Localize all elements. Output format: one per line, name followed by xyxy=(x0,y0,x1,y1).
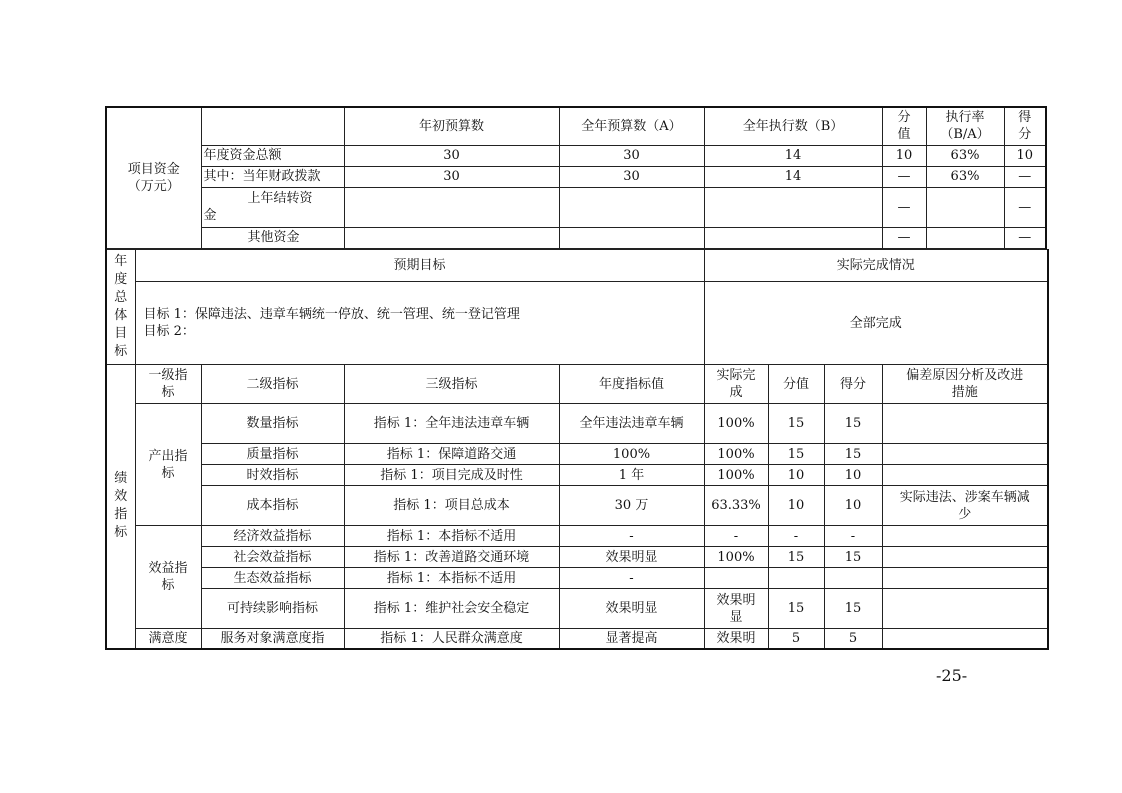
funds-row-executed xyxy=(704,187,882,227)
score-cell: 10 xyxy=(768,465,824,486)
got-cell: 15 xyxy=(824,404,882,444)
funds-row-executed: 14 xyxy=(704,166,882,187)
got-cell: 15 xyxy=(824,589,882,629)
level2-cell: 可持续影响指标 xyxy=(201,589,344,629)
actual-cell xyxy=(704,568,768,589)
funds-row-annual xyxy=(559,187,704,227)
header-level1-l2: 标 xyxy=(161,385,175,400)
funds-row-rate: 63% xyxy=(926,166,1004,187)
goals-side-char: 目 xyxy=(114,326,128,341)
funds-row xyxy=(106,187,1046,227)
funds-label: 项目资金 xyxy=(127,161,180,177)
funds-row xyxy=(106,227,1046,248)
header-got-l2: 分 xyxy=(1018,127,1032,143)
perf-side-char: 指 xyxy=(114,507,128,523)
table-row xyxy=(106,547,1048,568)
header-got: 得分 xyxy=(824,365,882,404)
perf-side-char: 标 xyxy=(114,525,128,541)
reason-cell xyxy=(882,568,1048,589)
header-reason-l1: 偏差原因分析及改进 xyxy=(906,368,1024,383)
score-cell: 15 xyxy=(768,444,824,465)
funds-row-score: — xyxy=(882,227,926,248)
got-cell: 10 xyxy=(824,465,882,486)
actual-completion-header: 实际完成情况 xyxy=(704,250,1048,282)
level3-cell: 指标 1：全年违法违章车辆 xyxy=(344,404,559,444)
level2-cell: 生态效益指标 xyxy=(201,568,344,589)
table-row xyxy=(106,568,1048,589)
expected-goal-header: 预期目标 xyxy=(135,250,704,282)
got-cell: - xyxy=(824,526,882,547)
header-score: 分值 xyxy=(768,365,824,404)
target-cell: 100% xyxy=(559,444,704,465)
actual-cell xyxy=(704,589,768,629)
reason-l2: 少 xyxy=(958,506,972,522)
got-cell: 15 xyxy=(824,444,882,465)
got-cell: 15 xyxy=(824,547,882,568)
header-annual-budget: 全年预算数（A） xyxy=(559,107,704,145)
header-level1 xyxy=(135,365,201,404)
goals-side-char: 年 xyxy=(114,254,128,269)
level2-cell: 经济效益指标 xyxy=(201,526,344,547)
actual-l1: 效果明 xyxy=(716,592,756,608)
header-annual-executed: 全年执行数（B） xyxy=(704,107,882,145)
actual-cell: 100% xyxy=(704,404,768,444)
goals-side-label xyxy=(106,250,135,365)
target-cell: 30 万 xyxy=(559,486,704,526)
level3-cell: 指标 1：维护社会安全稳定 xyxy=(344,589,559,629)
funds-row-annual: 30 xyxy=(559,145,704,166)
funds-row-name: 年度资金总额 xyxy=(201,145,344,166)
table-row xyxy=(106,465,1048,486)
header-reason-l2: 措施 xyxy=(951,385,978,400)
performance-table xyxy=(105,364,1049,650)
header-level2: 二级指标 xyxy=(201,365,344,404)
goal-1: 目标 1：保障违法、违章车辆统一停放、统一管理、统一登记管理 xyxy=(143,307,520,322)
target-cell: - xyxy=(559,568,704,589)
table-row xyxy=(106,444,1048,465)
header-score-l2: 值 xyxy=(897,127,911,143)
score-cell: 15 xyxy=(768,547,824,568)
header-rate-l1: 执行率 xyxy=(945,110,985,126)
funds-label-unit: （万元） xyxy=(127,178,180,194)
funds-row-executed: 14 xyxy=(704,145,882,166)
perf-side-char: 绩 xyxy=(114,471,128,487)
got-cell: 5 xyxy=(824,629,882,649)
funds-header-blank xyxy=(201,107,344,145)
actual-l2: 显 xyxy=(729,609,743,625)
funds-row-got: 10 xyxy=(1004,145,1046,166)
header-actual-l1: 实际完 xyxy=(716,368,756,383)
level3-cell: 指标 1：本指标不适用 xyxy=(344,526,559,547)
score-cell xyxy=(768,568,824,589)
benefit-label-l1: 效益指 xyxy=(148,561,188,576)
level3-cell: 指标 1：保障道路交通 xyxy=(344,444,559,465)
score-cell: 15 xyxy=(768,589,824,629)
reason-cell xyxy=(882,547,1048,568)
header-initial-budget: 年初预算数 xyxy=(344,107,559,145)
funds-label-cell xyxy=(106,107,201,248)
benefit-indicator-label xyxy=(135,526,201,629)
funds-row xyxy=(106,145,1046,166)
benefit-label-l2: 标 xyxy=(161,578,175,593)
actual-cell: 效果明 xyxy=(704,629,768,649)
target-cell: 效果明显 xyxy=(559,547,704,568)
goals-side-char: 标 xyxy=(114,344,128,359)
got-cell xyxy=(824,568,882,589)
level2-cell: 质量指标 xyxy=(201,444,344,465)
header-got-score xyxy=(1004,107,1046,145)
perf-side-char: 效 xyxy=(114,489,128,505)
actual-cell: 100% xyxy=(704,547,768,568)
reason-l1: 实际违法、涉案车辆减 xyxy=(899,489,1030,505)
level3-cell: 指标 1：项目完成及时性 xyxy=(344,465,559,486)
table-row xyxy=(106,629,1048,649)
expected-goals-cell xyxy=(135,282,704,365)
reason-cell xyxy=(882,589,1048,629)
header-score xyxy=(882,107,926,145)
actual-cell: 100% xyxy=(704,444,768,465)
funds-row-initial xyxy=(344,187,559,227)
goals-side-char: 总 xyxy=(114,290,128,305)
funds-row-got: — xyxy=(1004,227,1046,248)
reason-cell xyxy=(882,486,1048,526)
funds-row-executed xyxy=(704,227,882,248)
level3-cell: 指标 1：人民群众满意度 xyxy=(344,629,559,649)
funds-row-initial: 30 xyxy=(344,145,559,166)
level2-cell: 服务对象满意度指 xyxy=(201,629,344,649)
score-cell: 15 xyxy=(768,404,824,444)
table-row xyxy=(106,404,1048,444)
funds-row xyxy=(106,166,1046,187)
reason-cell xyxy=(882,444,1048,465)
level3-cell: 指标 1：改善道路交通环境 xyxy=(344,547,559,568)
target-cell: - xyxy=(559,526,704,547)
level3-cell: 指标 1：本指标不适用 xyxy=(344,568,559,589)
funds-row-rate xyxy=(926,187,1004,227)
funds-row-score: 10 xyxy=(882,145,926,166)
funds-row-rate: 63% xyxy=(926,145,1004,166)
level2-cell: 成本指标 xyxy=(201,486,344,526)
header-exec-rate xyxy=(926,107,1004,145)
reason-cell xyxy=(882,629,1048,649)
funds-row-initial xyxy=(344,227,559,248)
header-target: 年度指标值 xyxy=(559,365,704,404)
header-reason xyxy=(882,365,1048,404)
header-level3: 三级指标 xyxy=(344,365,559,404)
page-number: -25- xyxy=(936,666,968,685)
funds-row-score: — xyxy=(882,166,926,187)
funds-row-got: — xyxy=(1004,187,1046,227)
score-cell: 10 xyxy=(768,486,824,526)
target-cell: 效果明显 xyxy=(559,589,704,629)
funds-row-initial: 30 xyxy=(344,166,559,187)
table-row xyxy=(106,589,1048,629)
output-label-l2: 标 xyxy=(161,465,175,481)
target-cell: 1 年 xyxy=(559,465,704,486)
funds-row-name: 其中：当年财政拨款 xyxy=(201,166,344,187)
level3-cell: 指标 1：项目总成本 xyxy=(344,486,559,526)
funds-row-annual xyxy=(559,227,704,248)
reason-cell xyxy=(882,404,1048,444)
level2-cell: 社会效益指标 xyxy=(201,547,344,568)
score-cell: 5 xyxy=(768,629,824,649)
target-cell: 全年违法违章车辆 xyxy=(559,404,704,444)
goal-2: 目标 2： xyxy=(143,324,195,339)
table-row xyxy=(106,486,1048,526)
funds-row-score: — xyxy=(882,187,926,227)
funds-row-name: 其他资金 xyxy=(201,227,344,248)
header-got-l1: 得 xyxy=(1018,110,1032,126)
funds-row-got: — xyxy=(1004,166,1046,187)
goals-side-char: 体 xyxy=(114,308,128,323)
got-cell: 10 xyxy=(824,486,882,526)
output-indicator-label xyxy=(135,404,201,526)
actual-cell: - xyxy=(704,526,768,547)
funds-row-annual: 30 xyxy=(559,166,704,187)
actual-cell: 100% xyxy=(704,465,768,486)
performance-side-label xyxy=(106,365,135,649)
header-score-l1: 分 xyxy=(897,110,911,126)
header-rate-l2: （B/A） xyxy=(940,127,990,143)
goals-table xyxy=(105,249,1049,365)
reason-cell xyxy=(882,465,1048,486)
header-level1-l1: 一级指 xyxy=(148,368,188,383)
header-actual-l2: 成 xyxy=(729,385,743,400)
funds-table xyxy=(105,106,1047,249)
table-row xyxy=(106,526,1048,547)
satisfaction-indicator-label: 满意度 xyxy=(135,629,201,649)
output-label-l1: 产出指 xyxy=(148,448,188,464)
funds-row-name xyxy=(201,187,344,227)
level2-cell: 时效指标 xyxy=(201,465,344,486)
funds-row-rate xyxy=(926,227,1004,248)
reason-cell xyxy=(882,526,1048,547)
funds-row-name-l1: 上年结转资 xyxy=(247,191,313,206)
actual-completion-value: 全部完成 xyxy=(704,282,1048,365)
header-actual xyxy=(704,365,768,404)
goals-side-char: 度 xyxy=(114,272,128,287)
actual-cell: 63.33% xyxy=(704,486,768,526)
level2-cell: 数量指标 xyxy=(201,404,344,444)
funds-row-name-l2: 金 xyxy=(203,208,217,223)
target-cell: 显著提高 xyxy=(559,629,704,649)
score-cell: - xyxy=(768,526,824,547)
